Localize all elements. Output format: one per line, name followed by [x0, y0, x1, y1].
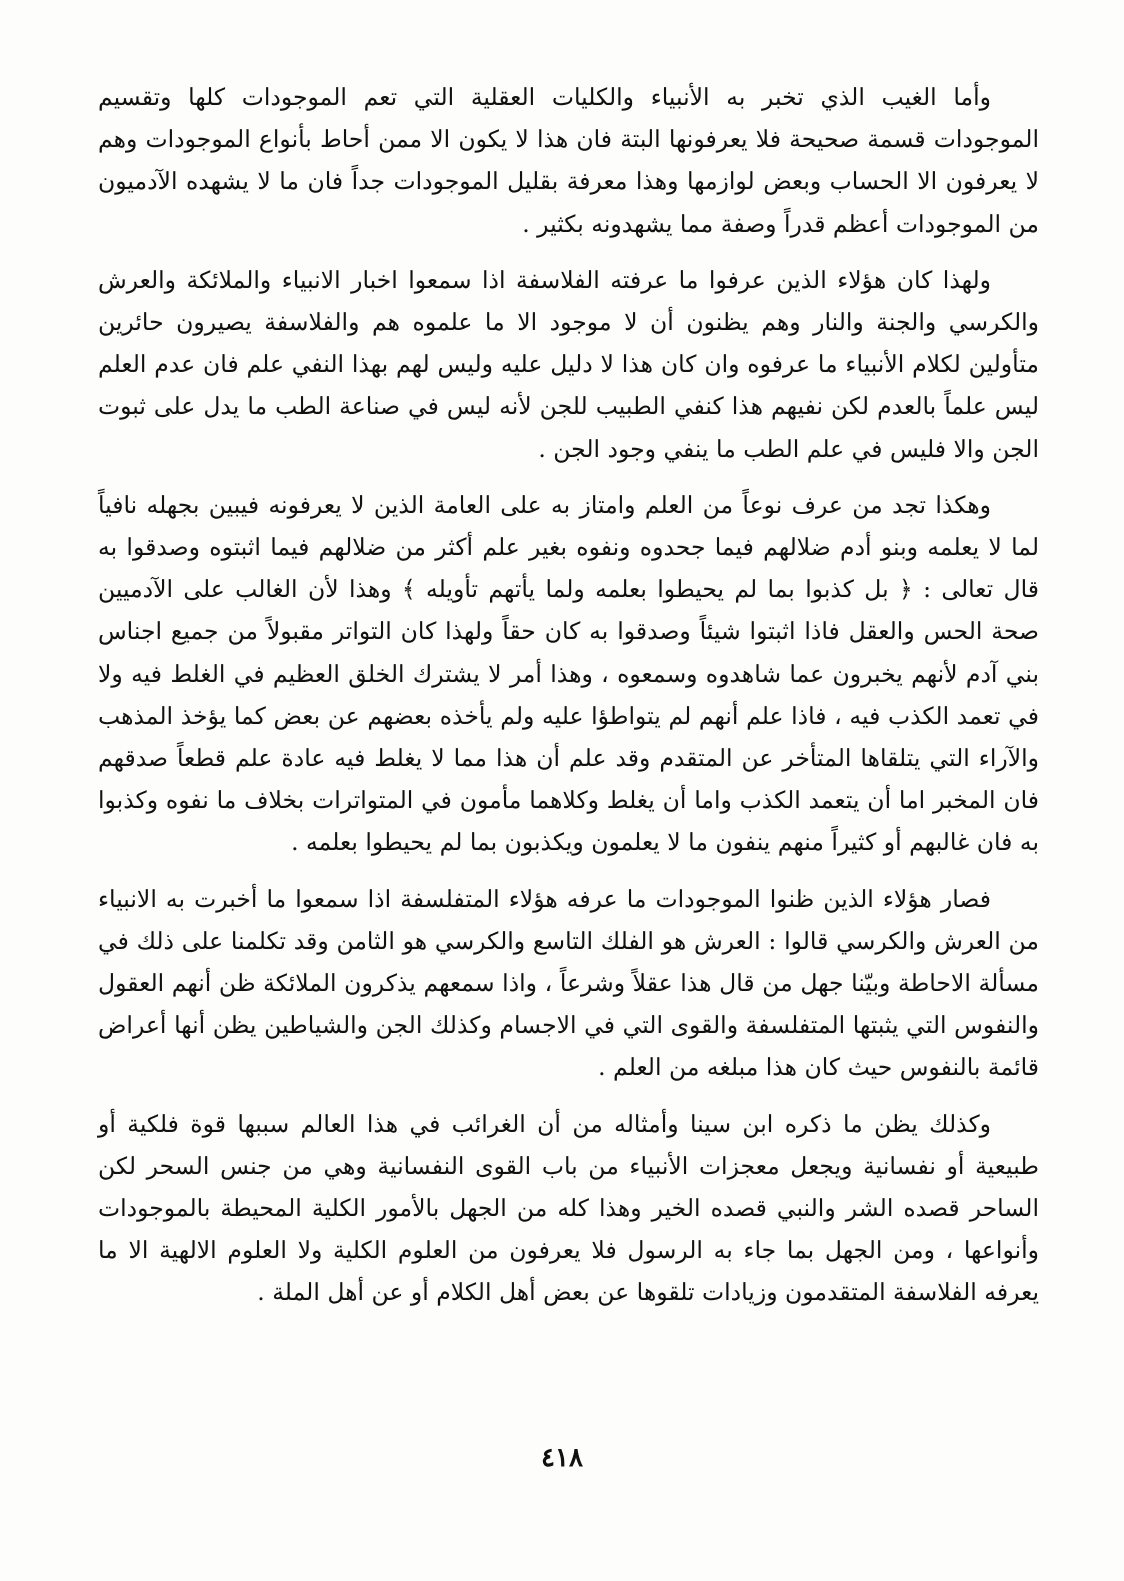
paragraph-5: وكذلك يظن ما ذكره ابن سينا وأمثاله من أن الغرائب في هذا العالم سببها قوة فلكية أو طبيعية أو نفسانية ويجعل معجزات الأنبياء من باب القوى النفسانية وهي من جنس السحر لكن الساحر قصده الشر والنبي قصده الخير وهذا كله من الجهل بالأمور الكلية المحيطة بالموجودات وأنواعها ، ومن الجهل بما جاء به الرسول فلا يعرفون من العلوم الكلية ولا العلوم الالهية الا ما يعرفه الفلاسفة المتقدمون وزيادات تلقوها عن بعض أهل الكلام أو عن أهل الملة .	[98, 1109, 1039, 1307]
paragraph-3: وهكذا تجد من عرف نوعاً من العلم وامتاز به على العامة الذين لا يعرفونه فيبين بجهله نافياً لما لا يعلمه وبنو أدم ضلالهم فيما جحدوه ونفوه بغير علم أكثر من ضلالهم فيما اثبتوه وصدقوا به قال تعالى : ﴿ بل كذبوا بما لم يحيطوا بعلمه ولما يأتهم تأويله ﴾ وهذا لأن الغالب على الآدميين صحة الحس والعقل فاذا اثبتوا شيئاً وصدقوا به كان حقاً ولهذا كان التواتر مقبولاً من جميع اجناس بني آدم لأنهم يخبرون عما شاهدوه وسمعوه ، وهذا أمر لا يشترك الخلق العظيم في الغلط فيه ولا في تعمد الكذب فيه ، فاذا علم أنهم لم يتواطؤا عليه ولم يأخذه بعضهم عن بعض كما يؤخذ المذهب والآراء التي يتلقاها المتأخر عن المتقدم وقد علم أن هذا مما لا يغلط فيه عادة علم قطعاً صدقهم فان المخبر اما أن يتعمد الكذب واما أن يغلط وكلاهما مأمون في المتواترات بخلاف ما نفوه وكذبوا به فان غالبهم أو كثيراً منهم ينفون ما لا يعلمون ويكذبون بما لم يحيطوا بعلمه .	[98, 490, 1039, 857]
body-text	[98, 76, 1039, 1314]
page-number: ٤١٨	[541, 1443, 583, 1473]
paragraph-4: فصار هؤلاء الذين ظنوا الموجودات ما عرفه هؤلاء المتفلسفة اذا سمعوا ما أخبرت به الانبياء من العرش والكرسي قالوا : العرش هو الفلك التاسع والكرسي هو الثامن وقد تكلمنا على ذلك في مسألة الاحاطة وبيّنا جهل من قال هذا عقلاً وشرعاً ، واذا سمعهم يذكرون الملائكة ظن أنهم العقول والنفوس التي يثبتها المتفلسفة والقوى التي في الاجسام وكذلك الجن والشياطين يظن أنها أعراض قائمة بالنفوس حيث كان هذا مبلغه من العلم .	[98, 884, 1039, 1082]
paragraph-1: وأما الغيب الذي تخبر به الأنبياء والكليات العقلية التي تعم الموجودات كلها وتقسيم الموجودات قسمة صحيحة فلا يعرفونها البتة فان هذا لا يكون الا ممن أحاط بأنواع الموجودات وهم لا يعرفون الا الحساب وبعض لوازمها وهذا معرفة بقليل الموجودات جداً فان ما لا يشهده الآدميون من الموجودات أعظم قدراً وصفة مما يشهدونه بكثير .	[98, 83, 1039, 238]
paragraph-2: ولهذا كان هؤلاء الذين عرفوا ما عرفته الفلاسفة اذا سمعوا اخبار الانبياء والملائكة والعرش والكرسي والجنة والنار وهم يظنون أن لا موجود الا ما علموه هم والفلاسفة يصيرون حائرين متأولين لكلام الأنبياء ما عرفوه وان كان هذا لا دليل عليه وليس لهم بهذا النفي علم فان عدم العلم ليس علماً بالعدم لكن نفيهم هذا كنفي الطبيب للجن لأنه ليس في صناعة الطب ما يدل على ثبوت الجن والا فليس في علم الطب ما ينفي وجود الجن .	[98, 265, 1039, 463]
